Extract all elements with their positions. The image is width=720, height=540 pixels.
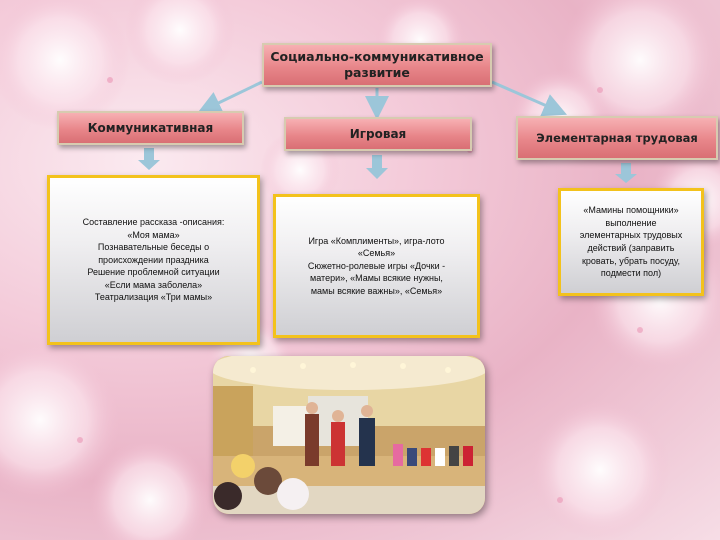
detail-line: «Если мама заболела» <box>104 279 203 290</box>
detail-line: кровать, убрать посуду, <box>581 255 681 266</box>
category-label: Игровая <box>349 126 407 141</box>
category-communicative <box>57 111 244 145</box>
root-node <box>262 43 492 87</box>
detail-line: «Моя мама» <box>127 229 180 240</box>
detail-line: происхождении праздника <box>98 254 209 265</box>
detail-line: «Мамины помощники» <box>583 205 679 216</box>
category-label: Элементарная трудовая <box>536 130 698 145</box>
root-node-label: Социально-коммуникативное развитие <box>270 49 484 80</box>
detail-box-communicative <box>47 175 260 345</box>
detail-line: «Семья» <box>357 248 396 259</box>
detail-line: Решение проблемной ситуации <box>87 267 220 278</box>
detail-line: Составление рассказа -описания: <box>82 216 225 227</box>
detail-box-game <box>273 194 480 338</box>
detail-line: подмести пол) <box>600 268 662 279</box>
detail-box-labor <box>558 188 704 296</box>
classroom-photo-image <box>213 356 485 514</box>
detail-line: Игра «Комплименты», игра-лото <box>308 235 445 246</box>
category-game <box>284 117 472 151</box>
detail-line: Познавательные беседы о <box>97 242 210 253</box>
category-labor <box>516 116 718 160</box>
detail-line: Театрализация «Три мамы» <box>94 292 213 303</box>
detail-line: выполнение <box>605 217 657 228</box>
detail-line: матери», «Мамы всякие нужны, <box>310 273 443 284</box>
classroom-photo <box>213 356 485 514</box>
detail-line: действий (заправить <box>587 243 675 253</box>
detail-line: Сюжетно-ролевые игры «Дочки - <box>307 260 446 271</box>
category-label: Коммуникативная <box>87 120 214 135</box>
detail-line: элементарных трудовых <box>579 230 683 241</box>
detail-line: мамы всякие важны», «Семья» <box>310 285 443 296</box>
